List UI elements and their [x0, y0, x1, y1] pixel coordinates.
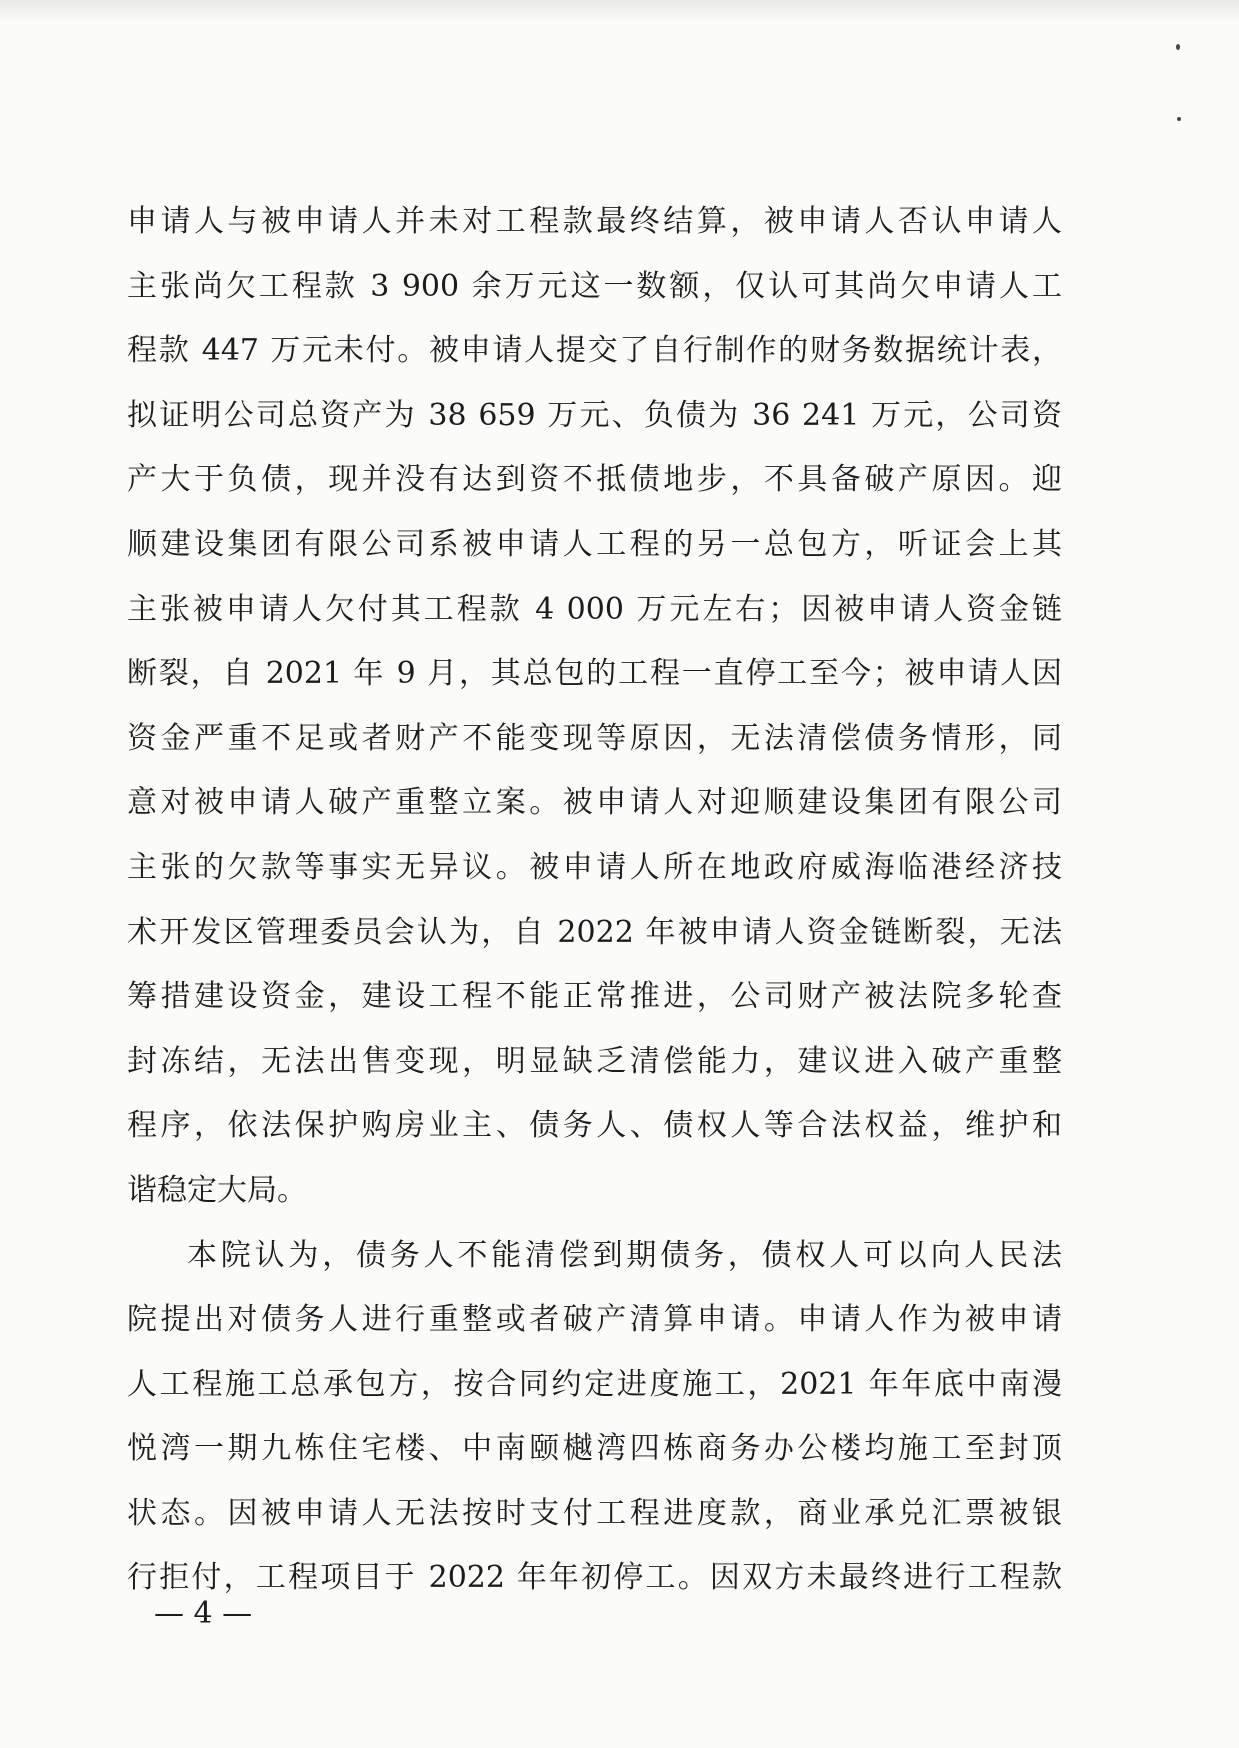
text-line: 主张尚欠工程款 3 900 余万元这一数额，仅认可其尚欠申请人工 [127, 268, 1062, 304]
text-line: 本院认为，债务人不能清偿到期债务，债权人可以向人民法 [187, 1237, 1062, 1273]
text-line: 程序，依法保护购房业主、债务人、债权人等合法权益，维护和 [127, 1108, 1062, 1144]
text-line: 主张被申请人欠付其工程款 4 000 万元左右；因被申请人资金链 [127, 591, 1062, 627]
text-line: 封冻结，无法出售变现，明显缺乏清偿能力，建议进入破产重整 [127, 1043, 1062, 1079]
scan-edge-shadow [0, 0, 1239, 22]
text-line: 院提出对债务人进行重整或者破产清算申请。申请人作为被申请 [127, 1302, 1062, 1338]
scan-speck [1177, 117, 1181, 121]
text-line: 断裂，自 2021 年 9 月，其总包的工程一直停工至今；被申请人因 [127, 656, 1062, 692]
text-line: 谐稳定大局。 [127, 1172, 307, 1208]
text-line: 程款 447 万元未付。被申请人提交了自行制作的财务数据统计表， [127, 333, 1062, 369]
text-line: 状态。因被申请人无法按时支付工程进度款，商业承兑汇票被银 [127, 1495, 1062, 1531]
document-body [127, 190, 1062, 1611]
text-line: 术开发区管理委员会认为，自 2022 年被申请人资金链断裂，无法 [127, 914, 1062, 950]
text-line: 资金严重不足或者财产不能变现等原因，无法清偿债务情形，同 [127, 720, 1062, 756]
scan-speck [1176, 44, 1180, 50]
text-line: 悦湾一期九栋住宅楼、中南颐樾湾四栋商务办公楼均施工至封顶 [127, 1431, 1062, 1467]
text-line: 主张的欠款等事实无异议。被申请人所在地政府威海临港经济技 [127, 849, 1062, 885]
text-line: 意对被申请人破产重整立案。被申请人对迎顺建设集团有限公司 [127, 785, 1062, 821]
page-number: — 4 — [154, 1596, 253, 1631]
text-line: 顺建设集团有限公司系被申请人工程的另一总包方，听证会上其 [127, 526, 1062, 562]
text-line: 申请人与被申请人并未对工程款最终结算，被申请人否认申请人 [127, 204, 1062, 239]
text-line: 拟证明公司总资产为 38 659 万元、负债为 36 241 万元，公司资 [127, 397, 1062, 433]
text-line: 人工程施工总承包方，按合同约定进度施工，2021 年年底中南漫 [127, 1366, 1062, 1402]
text-line: 筹措建设资金，建设工程不能正常推进，公司财产被法院多轮查 [127, 979, 1062, 1015]
text-line: 行拒付，工程项目于 2022 年年初停工。因双方未最终进行工程款 [127, 1560, 1062, 1596]
text-line: 产大于负债，现并没有达到资不抵债地步，不具备破产原因。迎 [127, 462, 1062, 498]
